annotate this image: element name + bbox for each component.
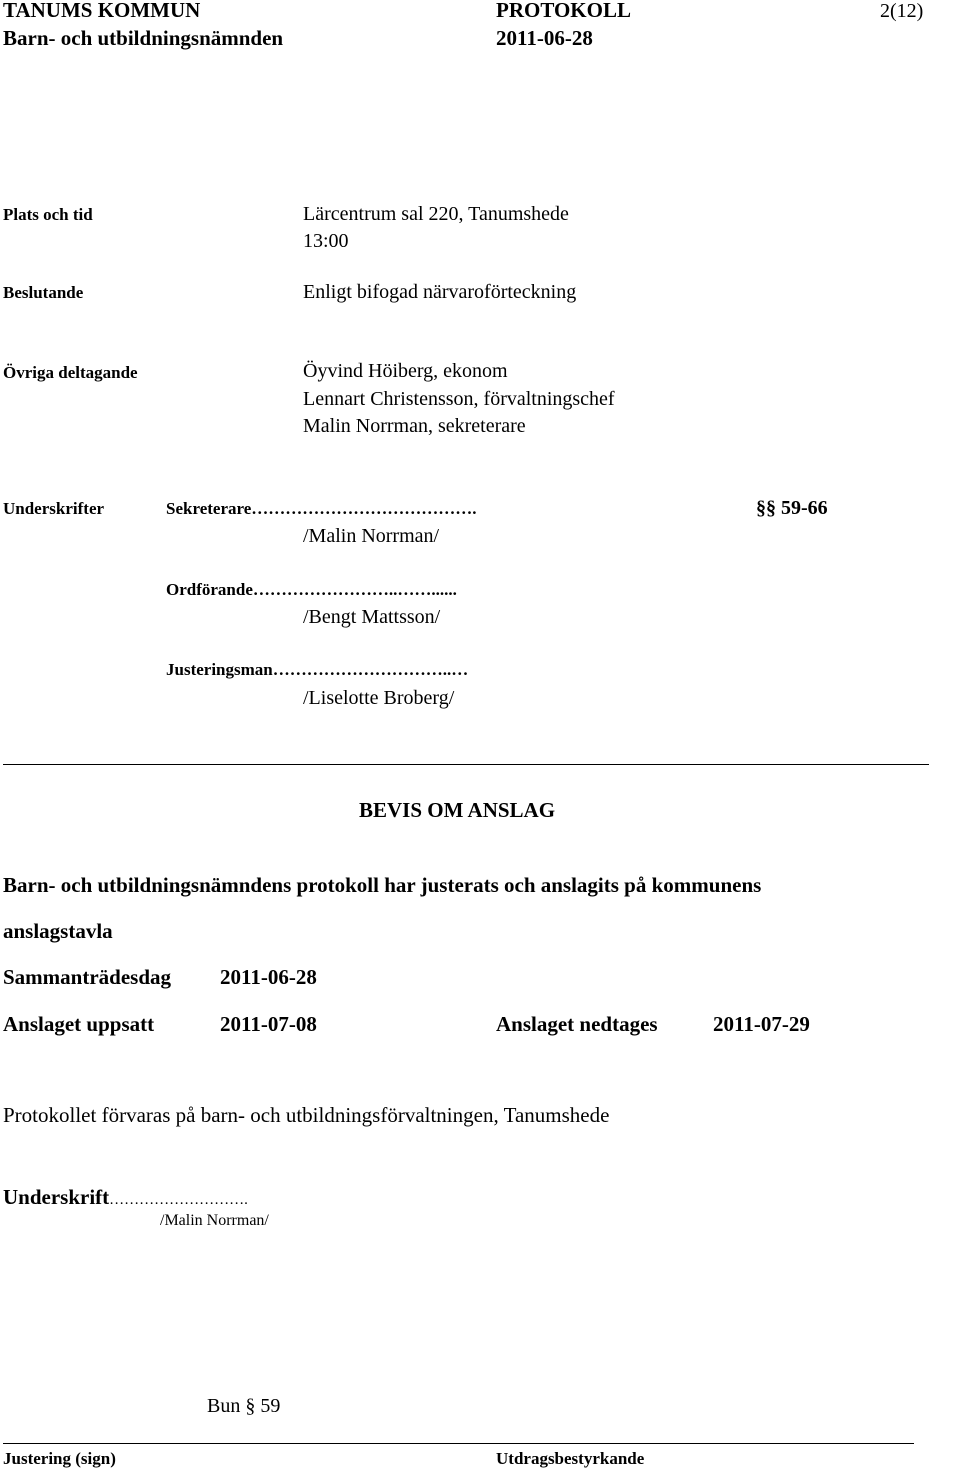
org-name: TANUMS KOMMUN: [3, 0, 201, 22]
notice-statement: Barn- och utbildningsnämndens protokoll har justerats och anslagits på kommunens: [3, 873, 762, 897]
signature-label: Underskrift: [3, 1185, 110, 1209]
protocol-date: 2011-06-28: [496, 26, 593, 50]
meeting-day-label: Sammanträdesdag: [3, 965, 172, 989]
chair-signature-line: Ordförande……………………..……......: [166, 580, 457, 599]
posted-label: Anslaget uppsatt: [3, 1012, 155, 1036]
storage-note: Protokollet förvaras på barn- och utbildningsförvaltningen, Tanumshede: [3, 1103, 610, 1127]
deciding-label: Beslutande: [3, 283, 84, 302]
removed-value: 2011-07-29: [713, 1012, 810, 1036]
doc-type: PROTOKOLL: [496, 0, 631, 22]
posted-value: 2011-07-08: [220, 1012, 317, 1036]
other-participant: Malin Norrman, sekreterare: [303, 415, 526, 437]
other-participant: Lennart Christensson, förvaltningschef: [303, 388, 615, 410]
adjuster-signature-line: Justeringsman…………………………..…: [166, 660, 469, 679]
paragraph-range: §§ 59-66: [756, 497, 828, 519]
extract-cert-label: Utdragsbestyrkande: [496, 1449, 645, 1468]
footer-divider: [3, 1443, 914, 1444]
removed-label: Anslaget nedtages: [496, 1012, 658, 1036]
notice-statement-cont: anslagstavla: [3, 919, 113, 943]
notice-title: BEVIS OM ANSLAG: [359, 798, 556, 822]
page-number: 2(12): [880, 0, 924, 22]
committee-name: Barn- och utbildningsnämnden: [3, 26, 284, 50]
secretary-signature-line: Sekreterare………………………………….: [166, 499, 477, 518]
deciding-value: Enligt bifogad närvaroförteckning: [303, 281, 577, 303]
chair-name: /Bengt Mattsson/: [303, 606, 441, 628]
signature-block: [3, 1187, 248, 1208]
other-participant: Öyvind Höiberg, ekonom: [303, 360, 508, 382]
section-divider: [3, 764, 929, 765]
time-value: 13:00: [303, 230, 349, 252]
adjust-sign-label: Justering (sign): [3, 1449, 116, 1468]
signatures-label: Underskrifter: [3, 499, 105, 518]
adjuster-name: /Liselotte Broberg/: [303, 687, 455, 709]
place-value: Lärcentrum sal 220, Tanumshede: [303, 203, 569, 225]
secretary-name: /Malin Norrman/: [303, 525, 440, 547]
signature-dots: ……………………….: [109, 1192, 248, 1208]
place-label: Plats och tid: [3, 205, 93, 224]
others-label: Övriga deltagande: [3, 363, 138, 382]
signature-name: /Malin Norrman/: [160, 1212, 269, 1229]
bun-reference: Bun § 59: [207, 1395, 281, 1417]
meeting-day-value: 2011-06-28: [220, 965, 317, 989]
